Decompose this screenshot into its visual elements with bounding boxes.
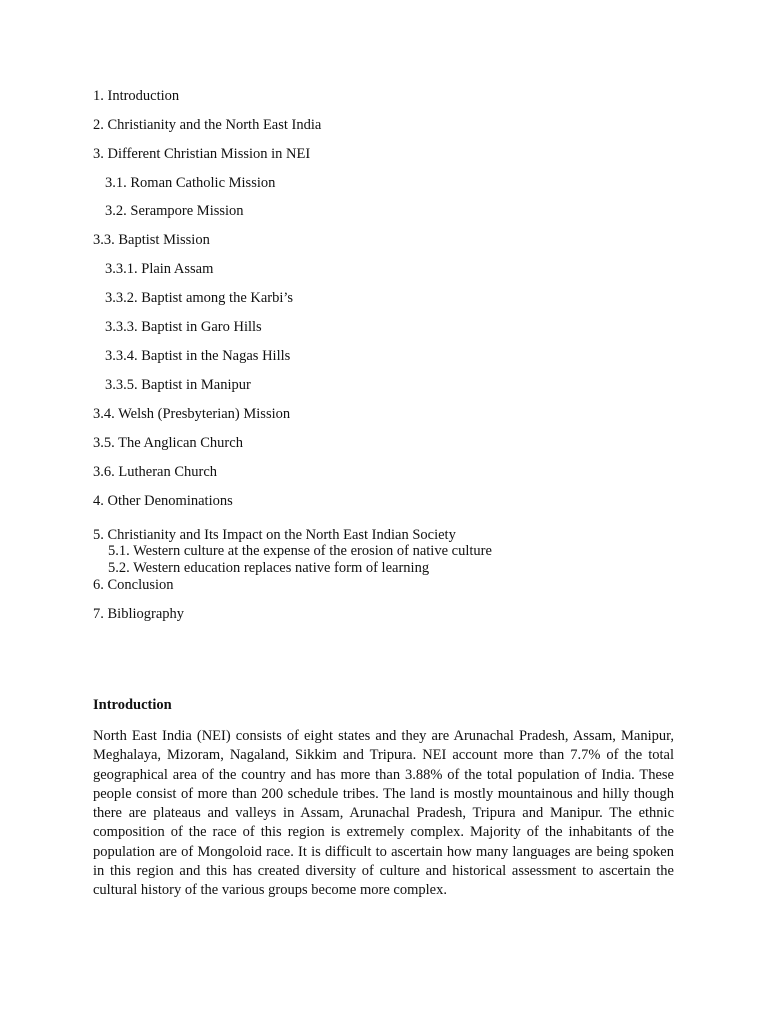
section-paragraph: North East India (NEI) consists of eight states and they are Arunachal Pradesh, Assam, Manipur, Meghalaya, Mizoram, Nagaland, Sikkim and Tripura. NEI account more than 7.7% of the total geographical area of the country and has more than 3.88% of the total population of India. These people consist of more than 200 schedule tribes. The land is mostly mountainous and hilly though there are plateaus and valleys in Assam, Arunachal Pradesh, Tripura and Manipur. The ethnic composition of the race of this region is extremely complex. Majority of the inhabitants of the population are of Mongoloid race. It is difficult to ascertain how many languages are being spoken in this region and this has created diversity of culture and historical assessment to ascertain the cultural history of the various groups become more complex. xyxy=(93,728,674,899)
toc-item-baptist-manipur: 3.3.5. Baptist in Manipur xyxy=(105,377,251,393)
toc-item-serampore: 3.2. Serampore Mission xyxy=(105,203,244,219)
section-heading: Introduction xyxy=(93,697,172,713)
toc-item-anglican-church: 3.5. The Anglican Church xyxy=(93,435,243,451)
toc-item-conclusion: 6. Conclusion xyxy=(93,577,174,593)
toc-item-introduction: 1. Introduction xyxy=(93,88,180,104)
toc-item-western-education: 5.2. Western education replaces native form of learning xyxy=(108,560,430,576)
toc-item-baptist-mission: 3.3. Baptist Mission xyxy=(93,232,210,248)
toc-item-baptist-karbi: 3.3.2. Baptist among the Karbi’s xyxy=(105,290,294,306)
toc-item-christian-missions: 3. Different Christian Mission in NEI xyxy=(93,146,311,162)
toc-item-baptist-garo: 3.3.3. Baptist in Garo Hills xyxy=(105,319,262,335)
toc-item-other-denominations: 4. Other Denominations xyxy=(93,493,233,509)
toc-item-baptist-nagas: 3.3.4. Baptist in the Nagas Hills xyxy=(105,348,291,364)
toc-item-lutheran-church: 3.6. Lutheran Church xyxy=(93,464,218,480)
toc-item-plain-assam: 3.3.1. Plain Assam xyxy=(105,261,214,277)
toc-item-christianity-nei: 2. Christianity and the North East India xyxy=(93,117,322,133)
toc-item-welsh-mission: 3.4. Welsh (Presbyterian) Mission xyxy=(93,406,291,422)
toc-item-christianity-impact: 5. Christianity and Its Impact on the North East Indian Society xyxy=(93,527,456,543)
toc-item-roman-catholic: 3.1. Roman Catholic Mission xyxy=(105,175,276,191)
toc-item-western-culture: 5.1. Western culture at the expense of the erosion of native culture xyxy=(108,543,492,559)
toc-item-bibliography: 7. Bibliography xyxy=(93,606,185,622)
